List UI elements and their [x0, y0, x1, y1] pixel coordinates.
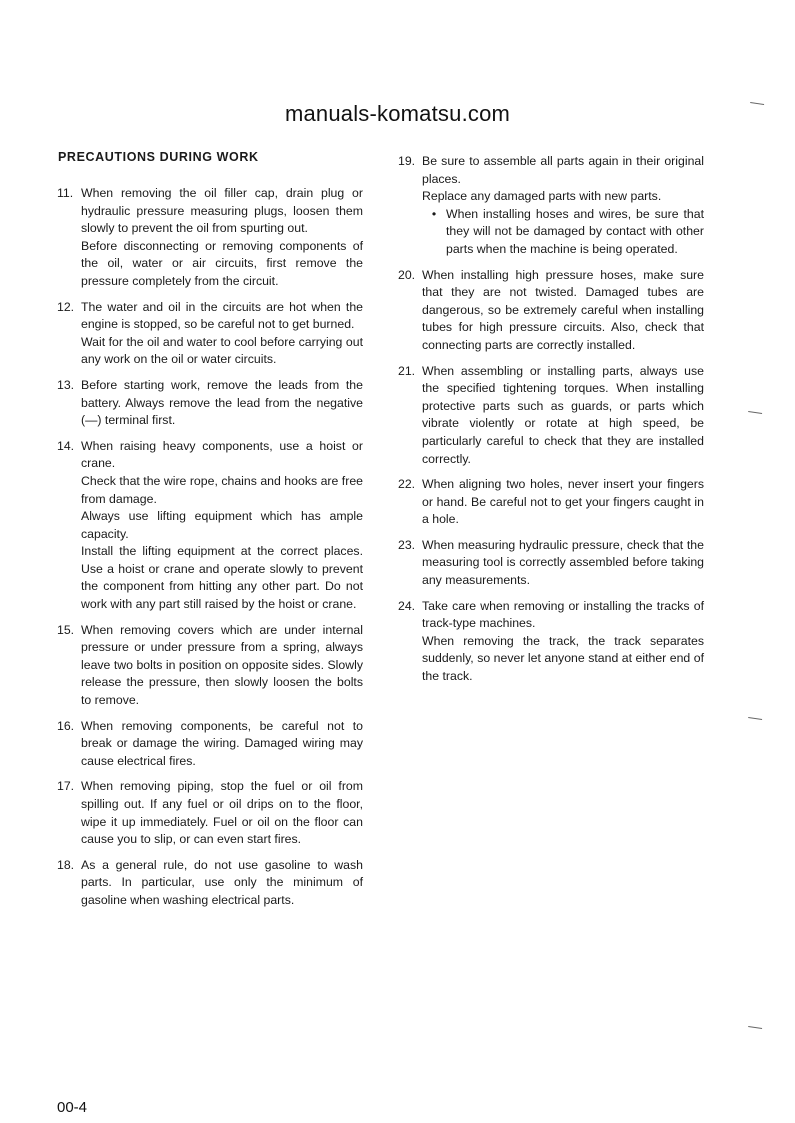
item-number: 14.: [57, 438, 75, 453]
precaution-item: [57, 857, 363, 910]
item-body: [422, 476, 704, 529]
item-paragraph: When measuring hydraulic pressure, check that the measuring tool is correctly assembled before taking any measurements.: [422, 537, 704, 588]
item-body: [81, 299, 363, 369]
item-body: [81, 185, 363, 291]
item-paragraph: Take care when removing or installing the tracks of track-type machines.: [422, 598, 704, 631]
precaution-list-right: [398, 153, 704, 686]
right-column: [398, 150, 704, 694]
precaution-item: [57, 438, 363, 614]
item-number: 11.: [57, 186, 74, 200]
site-header: manuals-komatsu.com: [284, 101, 511, 126]
precaution-item: [398, 476, 704, 529]
precaution-item: [57, 622, 363, 710]
item-number: 19.: [398, 154, 416, 168]
precaution-item: [57, 185, 363, 291]
item-paragraph: Replace any damaged parts with new parts.: [422, 189, 662, 204]
item-body: [81, 622, 363, 710]
precaution-item: [57, 377, 363, 430]
item-paragraph: The water and oil in the circuits are hot when the engine is stopped, so be careful not to get burned.: [81, 299, 363, 332]
item-body: [422, 598, 704, 686]
item-body: [422, 153, 704, 259]
item-body: [422, 363, 704, 469]
item-paragraph: When assembling or installing parts, always use the specified tightening torques. When installing protective parts such as guards, or parts which vibrate violently or rotate at high speed, be particularly careful to check that they are installed correctly.: [422, 363, 704, 466]
item-paragraph: When installing high pressure hoses, make sure that they are not twisted. Damaged tubes are dangerous, so be extremely careful when installing tubes for high pressure circuits. Also, check that connecting parts are correctly installed.: [422, 267, 704, 352]
item-number: 17.: [57, 779, 75, 794]
precaution-item: [398, 267, 704, 355]
precaution-list-left: [57, 185, 363, 910]
item-number: 24.: [398, 598, 416, 613]
item-paragraph: Be sure to assemble all parts again in their original places.: [422, 154, 704, 186]
item-paragraph: When removing components, be careful not to break or damage the wiring. Damaged wiring may cause electrical fires.: [81, 718, 363, 768]
item-paragraph: When removing covers which are under internal pressure or under pressure from a spring, always leave two bolts in position on opposite sides. Slowly release the pressure, then slowly loosen the bolts to remove.: [81, 622, 363, 708]
item-body: [81, 438, 363, 614]
precaution-item: [398, 153, 704, 259]
precaution-item: [398, 363, 704, 469]
item-paragraph: When removing piping, stop the fuel or oil from spilling out. If any fuel or oil drips on to the floor, wipe it up immediately. Fuel or oil on the floor can cause you to slip, or can even start fires.: [81, 779, 363, 847]
item-number: 20.: [398, 267, 416, 282]
bullet-text: When installing hoses and wires, be sure that they will not be damaged by contact with other parts when the machine is being operated.: [446, 206, 704, 256]
item-body: [81, 778, 363, 848]
item-paragraph: When raising heavy components, use a hoist or crane.: [81, 438, 363, 471]
item-number: 21.: [398, 363, 416, 378]
scan-mark: [748, 411, 762, 416]
item-body: [81, 718, 363, 771]
item-number: 15.: [57, 622, 75, 637]
item-paragraph: As a general rule, do not use gasoline to wash parts. In particular, use only the minimum of gasoline when washing electrical parts.: [81, 857, 363, 907]
scan-mark: [748, 1026, 762, 1031]
item-paragraph: When removing the oil filler cap, drain plug or hydraulic pressure measuring plugs, loosen them slowly to prevent the oil from spurting out.: [81, 186, 363, 236]
item-paragraph: Install the lifting equipment at the correct places. Use a hoist or crane and operate slowly to prevent the component from hitting any other part. Do not work with any part still raised by the hoist or crane.: [81, 544, 363, 612]
bullet-point: [422, 206, 704, 259]
section-title: PRECAUTIONS DURING WORK: [58, 150, 259, 164]
item-paragraph: Before disconnecting or removing components of the oil, water or air circuits, first remove the pressure completely from the circuit.: [81, 238, 363, 288]
item-paragraph: Always use lifting equipment which has ample capacity.: [81, 509, 363, 541]
item-body: [422, 537, 704, 590]
item-number: 18.: [57, 857, 75, 872]
bullet-icon: •: [431, 206, 437, 221]
item-number: 22.: [398, 477, 416, 492]
item-paragraph: When aligning two holes, never insert your fingers or hand. Be careful not to get your fingers caught in a hole.: [422, 477, 704, 527]
item-paragraph: Check that the wire rope, chains and hooks are free from damage.: [81, 473, 363, 506]
item-number: 16.: [57, 718, 75, 733]
item-number: 23.: [398, 537, 416, 552]
left-column: [57, 150, 363, 918]
item-number: 12.: [57, 299, 75, 314]
precaution-item: [57, 718, 363, 771]
scan-mark: [748, 717, 762, 722]
item-body: [422, 267, 704, 355]
precaution-item: [398, 537, 704, 590]
item-paragraph: When removing the track, the track separates suddenly, so never let anyone stand at either end of the track.: [422, 633, 704, 684]
precaution-item: [57, 299, 363, 369]
item-paragraph: Wait for the oil and water to cool before carrying out any work on the oil or water circuits.: [81, 334, 363, 367]
item-number: 13.: [57, 377, 75, 392]
item-body: [81, 377, 363, 430]
item-paragraph: Before starting work, remove the leads from the battery. Always remove the lead from the negative (—) terminal first.: [81, 377, 363, 428]
item-body: [81, 857, 363, 910]
precaution-item: [398, 598, 704, 686]
page-number: 00-4: [57, 1099, 88, 1116]
precaution-item: [57, 778, 363, 848]
